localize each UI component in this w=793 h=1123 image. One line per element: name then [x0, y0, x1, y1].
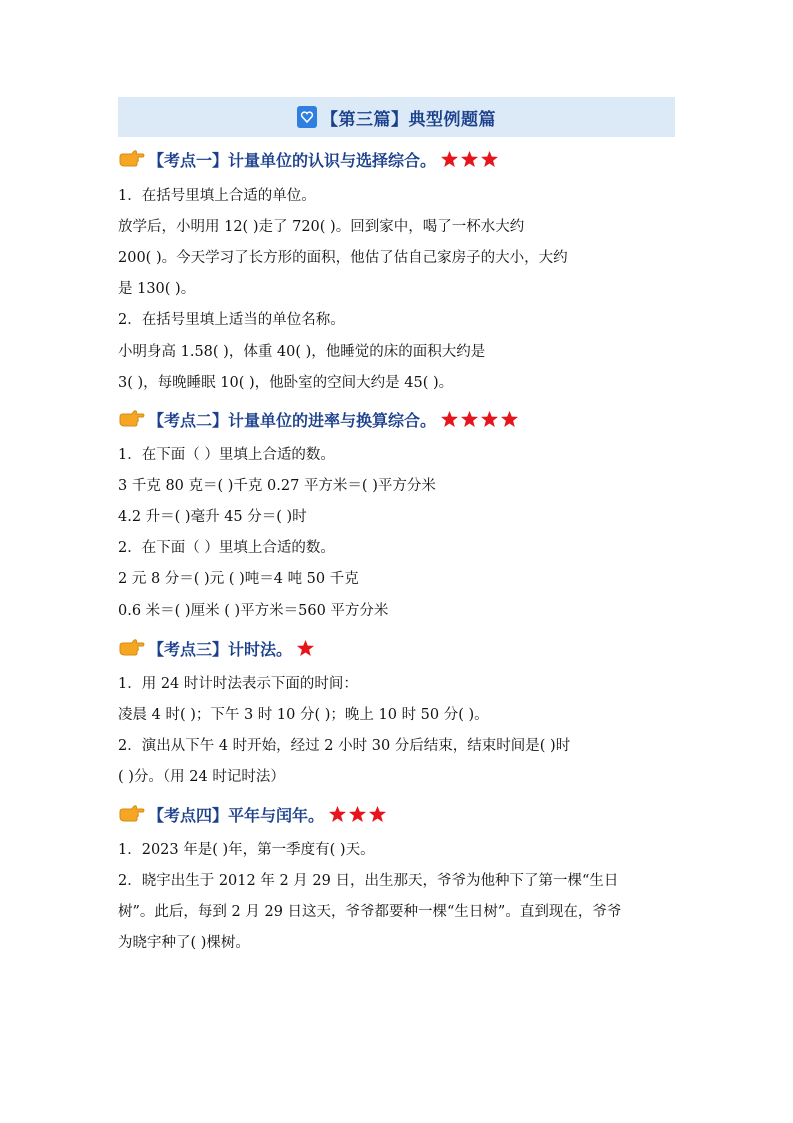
question-line: 2．演出从下午 4 时开始，经过 2 小时 30 分后结束，结束时间是( )时 [118, 738, 571, 754]
question-line: 树”。此后，每到 2 月 29 日这天，爷爷都要种一棵“生日树”。直到现在，爷爷 [118, 904, 622, 920]
star-icon [440, 150, 459, 168]
star-icon [368, 805, 387, 823]
section-heading-1 [118, 145, 500, 173]
difficulty-stars [440, 150, 500, 168]
heading-text: 【考点二】计量单位的进率与换算综合。 [148, 410, 437, 430]
question-line: 小明身高 1.58( )，体重 40( )，他睡觉的床的面积大约是 [118, 344, 486, 360]
question-line: 为晓宇种了( )棵树。 [118, 935, 250, 951]
question-line: 2．在括号里填上适当的单位名称。 [118, 312, 345, 328]
star-icon [440, 410, 459, 428]
question-line: 1．在括号里填上合适的单位。 [118, 188, 316, 204]
question-line: 1．在下面（ ）里填上合适的数。 [118, 447, 335, 463]
star-icon [296, 639, 315, 657]
section-heading-4 [118, 800, 388, 828]
star-icon [348, 805, 367, 823]
question-line: 1．2023 年是( )年，第一季度有( )天。 [118, 842, 375, 858]
heading-text: 【考点四】平年与闰年。 [148, 805, 325, 825]
star-icon [480, 150, 499, 168]
heading-text: 【考点一】计量单位的认识与选择综合。 [148, 150, 437, 170]
pointing-hand-icon [118, 408, 146, 430]
pointing-hand-icon [118, 637, 146, 659]
question-line: 3( )，每晚睡眠 10( )，他卧室的空间大约是 45( )。 [118, 375, 454, 391]
star-icon [460, 410, 479, 428]
question-line: 2．在下面（ ）里填上合适的数。 [118, 540, 335, 556]
question-line: ( )分。（用 24 时记时法） [118, 769, 285, 785]
difficulty-stars [296, 639, 316, 657]
heading-text: 【考点三】计时法。 [148, 639, 293, 659]
question-line: 200( )。今天学习了长方形的面积，他估了估自己家房子的大小，大约 [118, 250, 568, 266]
question-line: 放学后，小明用 12( )走了 720( )。回到家中，喝了一杯水大约 [118, 219, 525, 235]
question-line: 是 130( )。 [118, 281, 196, 297]
question-line: 2．晓宇出生于 2012 年 2 月 29 日，出生那天，爷爷为他种下了第一棵“生日 [118, 873, 619, 889]
question-line: 0.6 米＝( )厘米 ( )平方米＝560 平方分米 [118, 603, 389, 619]
pointing-hand-icon [118, 803, 146, 825]
page-title: 【第三篇】典型例题篇 [321, 109, 496, 130]
question-line: 4.2 升＝( )毫升 45 分＝( )时 [118, 509, 307, 525]
star-icon [328, 805, 347, 823]
question-line: 凌晨 4 时( )；下午 3 时 10 分( )；晚上 10 时 50 分( )。 [118, 707, 489, 723]
question-line: 3 千克 80 克＝( )千克 0.27 平方米＝( )平方分米 [118, 478, 436, 494]
question-line: 2 元 8 分＝( )元 ( )吨＝4 吨 50 千克 [118, 571, 359, 587]
star-icon [480, 410, 499, 428]
star-icon [500, 410, 519, 428]
star-icon [460, 150, 479, 168]
difficulty-stars [440, 410, 520, 428]
pointing-hand-icon [118, 148, 146, 170]
section-title-bar [118, 97, 675, 137]
section-heading-2 [118, 405, 520, 433]
difficulty-stars [328, 805, 388, 823]
section-heading-3 [118, 634, 316, 662]
question-line: 1．用 24 时计时法表示下面的时间： [118, 676, 358, 692]
book-icon [297, 106, 317, 128]
